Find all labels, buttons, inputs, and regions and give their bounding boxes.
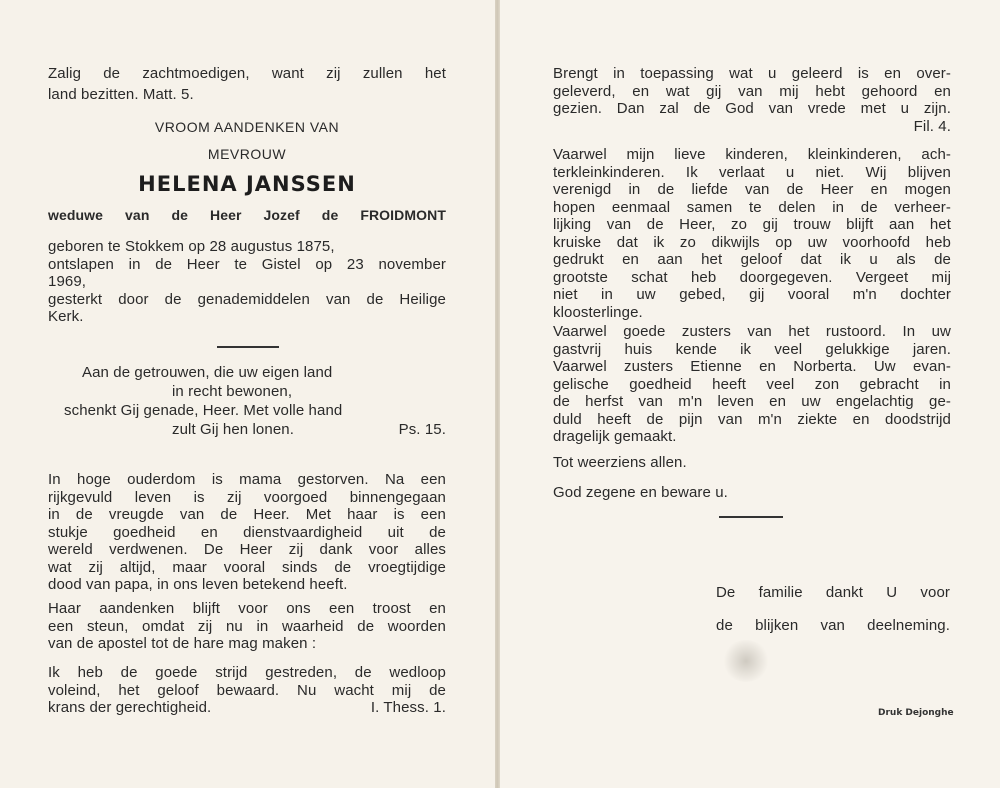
epistle-reference: Fil. 4. xyxy=(913,117,951,135)
paragraph-mother: In hoge ouderdom is mama gestorven. Na een rijkgevuld leven is zij voorgoed binnengegaan in de vreugde van de Heer. Met haar is een stukje goedheid en dienstvaardigheid uit de wereld verdwenen. De Heer zij dank voor alles wat zij altijd, maar vooral sinds de vroegtijdige dood van papa, in ons leven betekend heeft. xyxy=(48,471,446,593)
beatitude-verse: Zalig de zachtmoedigen, want zij zullen het land bezitten. Matt. 5. xyxy=(48,65,446,103)
header-title: MEVROUW xyxy=(207,146,287,162)
printer-credit: Druk Dejonghe xyxy=(878,708,954,718)
farewell-family: Vaarwel mijn lieve kinderen, kleinkinderen, ach- terkleinkinderen. Ik verlaat u niet. Wij blijven verenigd in de liefde van de Heer en mogen hopen eenmaal samen te delen in de verheer- lijking van de Heer, zo gij trouw blijft aan het kruiske dat ik zo dikwijls op uw voorhoofd heb gedrukt en aan het geloof dat ik u als de grootste schat heb doorgegeven. Vergeet mij niet in uw gebed, gij vooral m'n dochter kloosterlinge. xyxy=(553,146,951,321)
divider xyxy=(217,346,279,348)
divider xyxy=(719,516,783,518)
apostle-reference: I. Thess. 1. xyxy=(370,699,446,716)
psalm-verse: Aan de getrouwen, die uw eigen land in recht bewonen, schenkt Gij genade, Heer. Met volle hand zult Gij hen lonen. Ps. 15. xyxy=(64,364,446,438)
widow-line: weduwe van de Heer Jozef de FROIDMONT xyxy=(48,207,446,223)
biography: geboren te Stokkem op 28 augustus 1875, ontslapen in de Heer te Gistel op 23 november 1969, gesterkt door de genademiddelen van de Heilige Kerk. xyxy=(48,238,446,325)
paragraph-memory: Haar aandenken blijft voor ons een troost en een steun, omdat zij nu in waarheid de woorden van de apostel tot de hare mag maken : xyxy=(48,600,446,652)
psalm-reference: Ps. 15. xyxy=(398,421,446,438)
paragraph-apostle: Ik heb de goede strijd gestreden, de wedloop voleind, het geloof bewaard. Nu wacht mij de krans der gerechtigheid. I. Thess. 1. xyxy=(48,664,446,716)
thanks-line-1: De familie dankt U voor xyxy=(716,584,950,601)
deceased-name: HELENA JANSSEN xyxy=(138,172,356,196)
ink-blot xyxy=(722,640,770,682)
left-page xyxy=(0,0,497,788)
blessing: God zegene en beware u. xyxy=(553,484,728,501)
farewell-sisters: Vaarwel goede zusters van het rustoord. In uw gastvrij huis kende ik veel gelukkige jaren. Vaarwel zusters Etienne en Norberta. Uw evan- gelische goedheid heeft veel zon gebracht in de herfst van m'n leven en uw engelachtig ge- duld heeft de pijn van m'n ziekte en doodstrijd dragelijk gemaakt. xyxy=(553,323,951,445)
thanks-line-2: de blijken van deelneming. xyxy=(716,617,950,634)
farewell-all: Tot weerziens allen. xyxy=(553,454,687,471)
header-remembrance: VROOM AANDENKEN VAN xyxy=(154,119,340,135)
right-page xyxy=(500,0,1000,788)
epistle-quote: Brengt in toepassing wat u geleerd is en over- geleverd, en wat gij van mij hebt gehoord en gezien. Dan zal de God van vrede met u zijn. Fil. 4. xyxy=(553,65,951,135)
